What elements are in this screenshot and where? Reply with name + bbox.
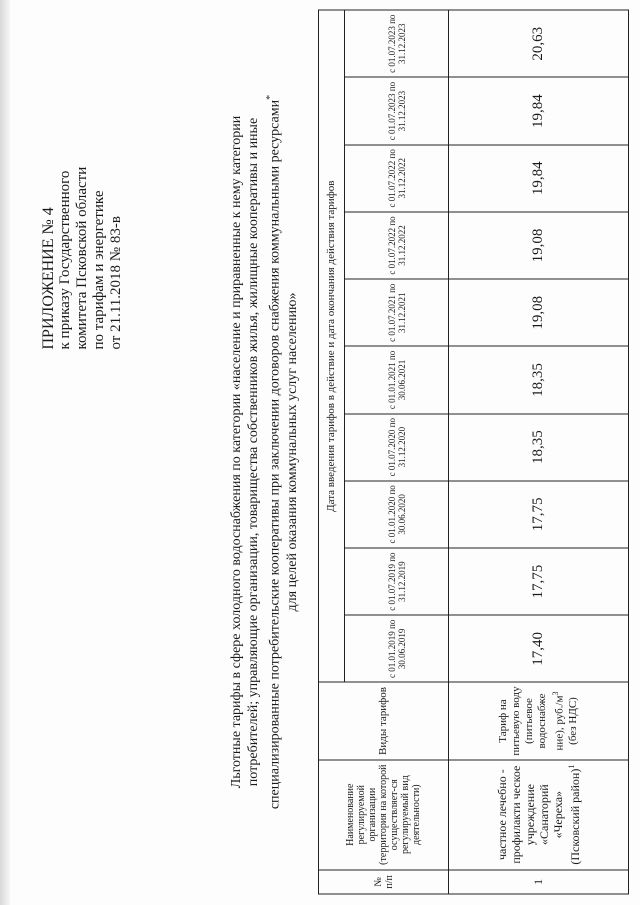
header-period: с 01.07.2022 по 31.12.2022 [345, 212, 449, 279]
title-line-text: специализированные потребительские кооперативы при заключении договоров снабжения коммунальными ресурсами [267, 99, 283, 810]
tariff-table [318, 10, 629, 895]
tariff-value: 18,35 [449, 346, 629, 413]
appendix-block [40, 30, 125, 350]
header-period: с 01.07.2021 по 31.12.2021 [345, 279, 449, 346]
title-line: потребителей; управляющие организации, товарищества собственников жилья, жилищные кооперативы и иные [246, 117, 261, 787]
row-kind [449, 682, 629, 759]
header-row [319, 10, 345, 894]
header-kind: Виды тарифов [319, 682, 449, 759]
row-kind-text: Тариф на питьевую воду (питьевое водоснабже ние), руб./м [497, 686, 566, 756]
row-num: 1 [449, 870, 629, 894]
appendix-title: ПРИЛОЖЕНИЕ № 4 [40, 207, 57, 350]
row-org [449, 760, 629, 870]
header-period: с 01.07.2020 по 31.12.2020 [345, 414, 449, 481]
tariff-value: 19,84 [449, 77, 629, 144]
appendix-line: по тарифам и энергетике [91, 190, 107, 350]
tariff-value: 19,84 [449, 145, 629, 212]
row-kind-tail: (без НДС) [566, 697, 579, 745]
header-period: с 01.01.2021 по 30.06.2021 [345, 346, 449, 413]
header-period: с 01.01.2020 по 30.06.2020 [345, 481, 449, 548]
header-period: с 01.07.2022 по 31.12.2022 [345, 145, 449, 212]
tariff-value: 17,75 [449, 548, 629, 615]
tariff-value: 17,75 [449, 481, 629, 548]
row-kind-unit-power: 3 [551, 691, 561, 696]
tariff-value: 19,08 [449, 279, 629, 346]
appendix-line: от 21.11.2018 № 83-в [108, 216, 124, 350]
header-num: № п/п [319, 870, 449, 894]
tariff-value: 18,35 [449, 414, 629, 481]
title-line [262, 10, 284, 895]
tariff-value: 19,08 [449, 212, 629, 279]
title-line: Льготные тарифы в сфере холодного водоснабжения по категории «население и приравненные к нему категории [229, 115, 244, 789]
header-dates-group: Дата введения тарифов в действие и дата окончания действия тарифов [319, 10, 345, 682]
tariff-value: 17,40 [449, 615, 629, 682]
document-title [228, 10, 301, 895]
title-footnote-mark: * [265, 94, 276, 100]
header-period: с 01.07.2023 по 31.12.2023 [345, 77, 449, 144]
tariff-value: 20,63 [449, 10, 629, 77]
appendix-line: к приказу Государственного [57, 170, 73, 350]
appendix-line: комитета Псковской области [74, 166, 90, 350]
row-org-footnote-mark: 1 [567, 764, 576, 769]
title-line: для целей оказания коммунальных услуг населению» [284, 292, 300, 612]
table-row [449, 10, 629, 894]
header-period: с 01.01.2019 по 30.06.2019 [345, 615, 449, 682]
header-period: с 01.07.2019 по 31.12.2019 [345, 548, 449, 615]
row-org-text: частное лечебно - профилакти ческое учреждение «Санаторий «Череха» (Псковский район) [495, 765, 582, 865]
header-period: с 01.07.2023 по 31.12.2023 [345, 10, 449, 77]
header-org: Наименование регулируемой организации (территория на которой осуществляет-ся регулируемый вид деятельности) [319, 760, 449, 870]
